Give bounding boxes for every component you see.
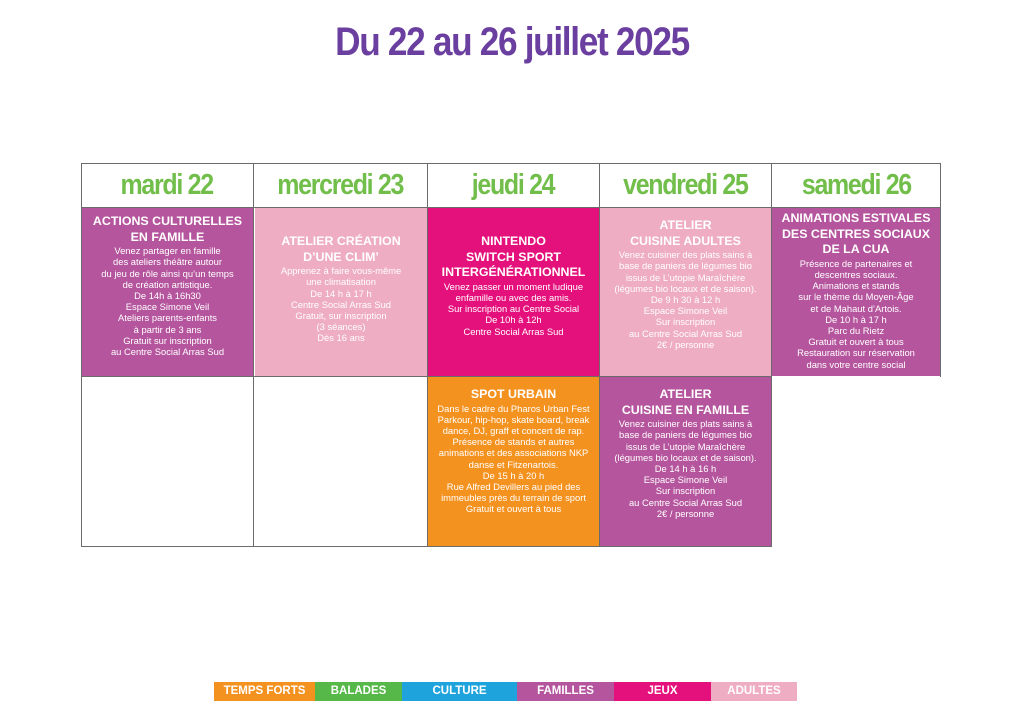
event-detail-line: Venez partager en famille	[114, 245, 221, 257]
event-detail-line: De 14 h à 17 h	[310, 287, 372, 299]
event-title: INTERGÉNÉRATIONNEL	[441, 265, 586, 280]
grid-line	[81, 207, 941, 208]
event-detail-line: Centre Social Arras Sud	[463, 325, 564, 337]
event-title: D’UNE CLIM’	[303, 249, 379, 264]
legend-temps-forts: TEMPS FORTS	[214, 682, 315, 701]
event-nintendo-switch	[428, 208, 599, 376]
legend-jeux: JEUX	[614, 682, 711, 701]
event-detail-line: Dès 16 ans	[317, 332, 365, 344]
grid-line	[771, 163, 772, 547]
event-detail-line: Parkour, hip-hop, skate board, break	[437, 413, 590, 425]
event-detail-line: Sur inscription	[655, 485, 716, 497]
event-title: CUISINE ADULTES	[630, 233, 741, 248]
event-detail-line: Restauration sur réservation	[797, 347, 915, 359]
category-legend	[214, 682, 797, 701]
schedule-grid	[81, 163, 931, 547]
event-detail-line: à partir de 3 ans	[133, 323, 202, 335]
event-detail-line: Présence de stands et autres	[452, 436, 575, 448]
grid-line	[599, 163, 600, 547]
event-detail-line: danse et Fitzenartois.	[468, 458, 559, 470]
event-detail-line: au Centre Social Arras Sud	[628, 327, 743, 339]
event-title: ATELIER	[659, 218, 712, 232]
event-detail-line: descentres sociaux.	[814, 268, 898, 280]
event-detail-line: au Centre Social Arras Sud	[628, 496, 743, 508]
event-detail-line: au Centre Social Arras Sud	[110, 346, 225, 358]
event-detail-line: De 10 h à 17 h	[825, 313, 887, 325]
event-title: DES CENTRES SOCIAUX	[781, 226, 931, 241]
grid-line	[81, 376, 771, 377]
event-detail-line: de création artistique.	[122, 278, 213, 290]
grid-line	[81, 163, 82, 547]
event-detail-line: De 14 h à 16 h	[654, 463, 717, 474]
legend-adultes: ADULTES	[711, 682, 797, 701]
event-detail-line: Venez passer un moment ludique	[443, 280, 584, 292]
event-title: ATELIER CRÉATION	[281, 234, 401, 248]
event-detail-line: Dans le cadre du Pharos Urban Fest	[437, 402, 590, 414]
day-header-samedi: samedi 26	[801, 169, 911, 201]
event-detail-line: Sur inscription	[655, 316, 716, 328]
event-detail-line: (légumes bio locaux et de saison).	[614, 451, 757, 463]
event-title: CUISINE EN FAMILLE	[621, 402, 750, 417]
day-header-mardi: mardi 22	[120, 169, 214, 201]
event-title: SPOT URBAIN	[470, 387, 557, 401]
event-detail-line: 2€ / personne	[656, 338, 715, 350]
event-detail-line: immeubles près du terrain de sport	[441, 492, 586, 504]
event-title: SWITCH SPORT	[466, 249, 561, 264]
event-detail-line: De 9 h 30 à 12 h	[650, 294, 721, 305]
event-spot-urbain	[428, 377, 599, 546]
event-detail-line: dans votre centre social	[806, 358, 906, 370]
event-detail-line: enfamille ou avec des amis.	[455, 291, 572, 303]
event-detail-line: Centre Social Arras Sud	[290, 298, 392, 310]
event-title: EN FAMILLE	[130, 229, 205, 244]
event-title: NINTENDO	[481, 234, 546, 248]
grid-line	[253, 163, 254, 547]
legend-balades: BALADES	[315, 682, 402, 701]
event-detail-line: Espace Simone Veil	[125, 301, 210, 313]
event-title: DE LA CUA	[822, 242, 890, 257]
grid-line	[81, 163, 941, 164]
day-header-vendredi: vendredi 25	[622, 169, 748, 201]
event-detail-line: Espace Simone Veil	[643, 305, 728, 317]
legend-culture: CULTURE	[402, 682, 517, 701]
event-detail-line: (légumes bio locaux et de saison).	[614, 282, 757, 294]
event-title: ACTIONS CULTURELLES	[92, 214, 243, 228]
event-detail-line: 2€ / personne	[656, 507, 715, 519]
event-detail-line: animations et des associations NKP	[438, 447, 589, 459]
event-cuisine-famille	[600, 377, 771, 546]
day-header-mercredi: mercredi 23	[277, 169, 403, 201]
event-detail-line: Rue Alfred Devillers au pied des	[446, 481, 581, 493]
event-cuisine-adultes	[600, 208, 771, 376]
event-detail-line: Apprenez à faire vous-même	[280, 265, 402, 277]
event-detail-line: Sur inscription au Centre Social	[447, 303, 580, 315]
event-detail-line: Animations et stands	[812, 280, 900, 292]
event-detail-line: Ateliers parents-enfants	[117, 312, 217, 324]
event-detail-line: des ateliers théâtre autour	[113, 256, 222, 268]
event-detail-line: De 10h à 12h	[485, 314, 542, 326]
grid-line	[940, 163, 941, 377]
event-detail-line: Gratuit sur inscription	[123, 334, 212, 346]
event-detail-line: Venez cuisiner des plats sains à	[618, 249, 753, 261]
event-detail-line: Gratuit et ouvert à tous	[465, 503, 562, 515]
event-detail-line: Gratuit, sur inscription	[295, 310, 387, 321]
event-animations-estivales	[772, 208, 940, 376]
event-detail-line: une climatisation	[306, 276, 376, 288]
event-detail-line: Espace Simone Veil	[643, 474, 728, 486]
event-detail-line: De 15 h à 20 h	[482, 469, 545, 481]
event-actions-culturelles	[82, 208, 253, 376]
event-detail-line: base de paniers de légumes bio	[619, 260, 752, 272]
grid-line	[427, 163, 428, 547]
event-detail-line: De 14h à 16h30	[134, 290, 201, 301]
event-detail-line: et de Mahaut d’Artois.	[810, 302, 902, 314]
legend-familles: FAMILLES	[517, 682, 614, 701]
event-detail-line: dance, DJ, graff et concert de rap.	[442, 425, 585, 436]
grid-line	[81, 546, 771, 547]
event-detail-line: Venez cuisiner des plats sains à	[618, 418, 753, 430]
event-detail-line: issus de L’utopie Maraîchère	[625, 271, 746, 283]
event-detail-line: Présence de partenaires et	[799, 257, 913, 269]
event-detail-line: sur le thème du Moyen-Âge	[798, 291, 914, 303]
event-title: ATELIER	[659, 387, 712, 401]
event-detail-line: Parc du Rietz	[827, 325, 885, 336]
event-detail-line: (3 séances)	[316, 321, 366, 333]
event-detail-line: Gratuit et ouvert à tous	[808, 336, 904, 348]
day-header-jeudi: jeudi 24	[471, 169, 555, 201]
event-detail-line: base de paniers de légumes bio	[619, 429, 752, 441]
page-title: Du 22 au 26 juillet 2025	[335, 20, 689, 64]
event-atelier-clim	[255, 208, 427, 376]
event-detail-line: du jeu de rôle ainsi qu’un temps	[101, 267, 234, 279]
event-detail-line: issus de L’utopie Maraîchère	[625, 440, 746, 452]
event-title: ANIMATIONS ESTIVALES	[781, 211, 931, 225]
